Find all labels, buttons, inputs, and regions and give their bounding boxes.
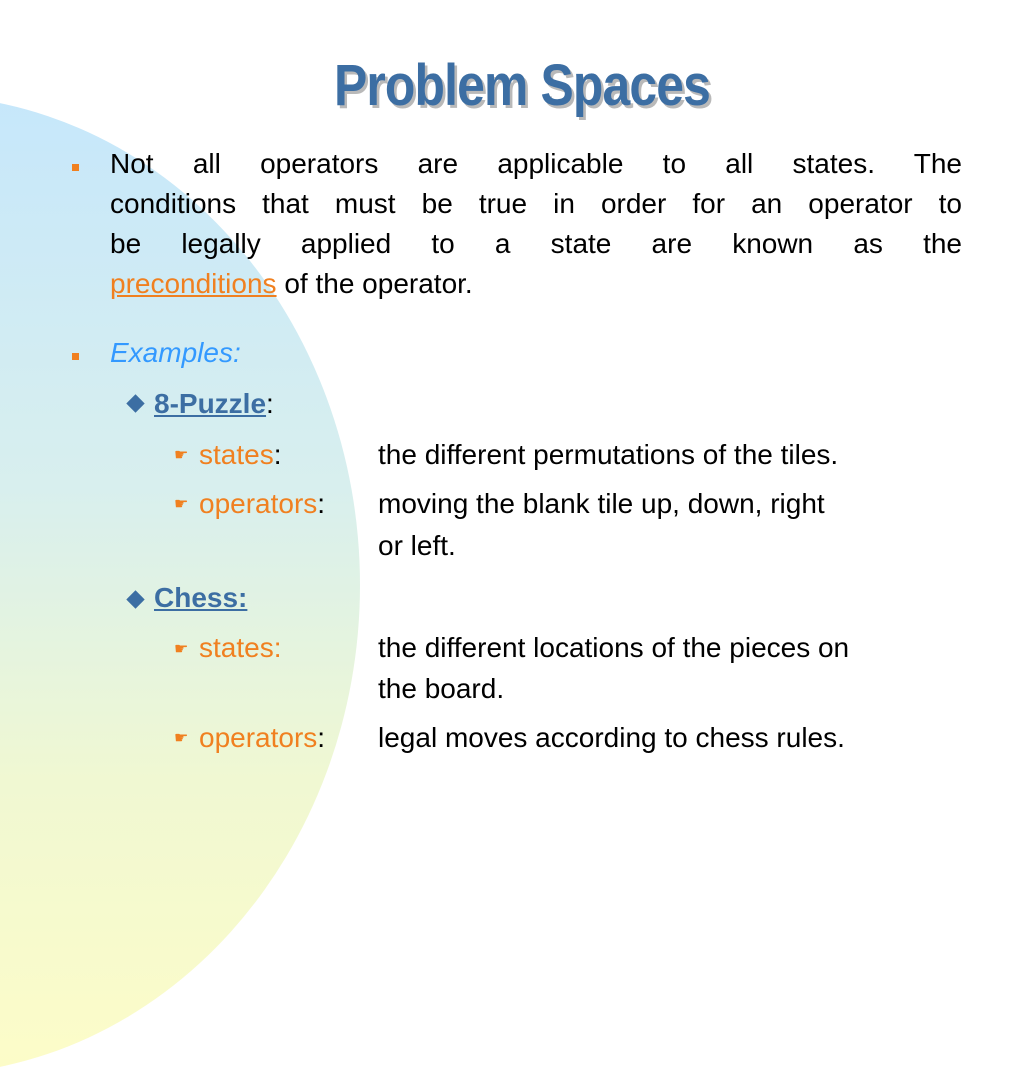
chess-operators-desc: legal moves according to chess rules. (378, 722, 845, 753)
puzzle-states-desc: the different permutations of the tiles. (378, 439, 839, 470)
pointing-hand-icon: ☛ (174, 641, 189, 658)
chess-heading (154, 578, 247, 618)
puzzle-operators-label (199, 484, 325, 524)
pointing-hand-icon: ☛ (174, 730, 189, 747)
chess-states-desc: the board. (378, 673, 505, 704)
pointing-hand-icon: ☛ (174, 447, 189, 464)
puzzle-operators-desc: or left. (378, 530, 456, 561)
operators-sep: : (317, 488, 326, 519)
puzzle-states-label (199, 435, 281, 475)
states-sep: : (273, 439, 282, 470)
operators-sep: : (317, 722, 326, 753)
chess-operators-label (199, 718, 325, 758)
chess-states-desc: the different locations of the pieces on (378, 632, 850, 663)
chess-states-label (199, 628, 281, 668)
states-term: states (199, 439, 274, 470)
pointing-hand-icon: ☛ (174, 496, 189, 513)
states-term: states: (199, 632, 282, 663)
preconditions-term: preconditions (110, 268, 277, 299)
examples-label: Examples: (110, 337, 241, 368)
puzzle-name: 8-Puzzle (154, 388, 267, 419)
bullet-square-icon (72, 164, 79, 171)
bullet-square-icon (72, 353, 79, 360)
intro-line: conditions that must be true in order for an operator to (110, 188, 962, 219)
operators-term: operators (199, 722, 318, 753)
puzzle-operators-desc: moving the blank tile up, down, right (378, 488, 825, 519)
intro-paragraph (110, 144, 962, 304)
intro-line (110, 264, 962, 304)
intro-tail: of the operator. (276, 268, 473, 299)
slide-title: Problem Spaces (333, 53, 711, 118)
puzzle-heading (154, 384, 274, 424)
chess-name: Chess: (154, 582, 248, 613)
intro-line: be legally applied to a state are known as the (110, 228, 962, 259)
operators-term: operators (199, 488, 318, 519)
puzzle-suffix: : (266, 388, 274, 419)
intro-line: Not all operators are applicable to all states. The (110, 148, 962, 179)
